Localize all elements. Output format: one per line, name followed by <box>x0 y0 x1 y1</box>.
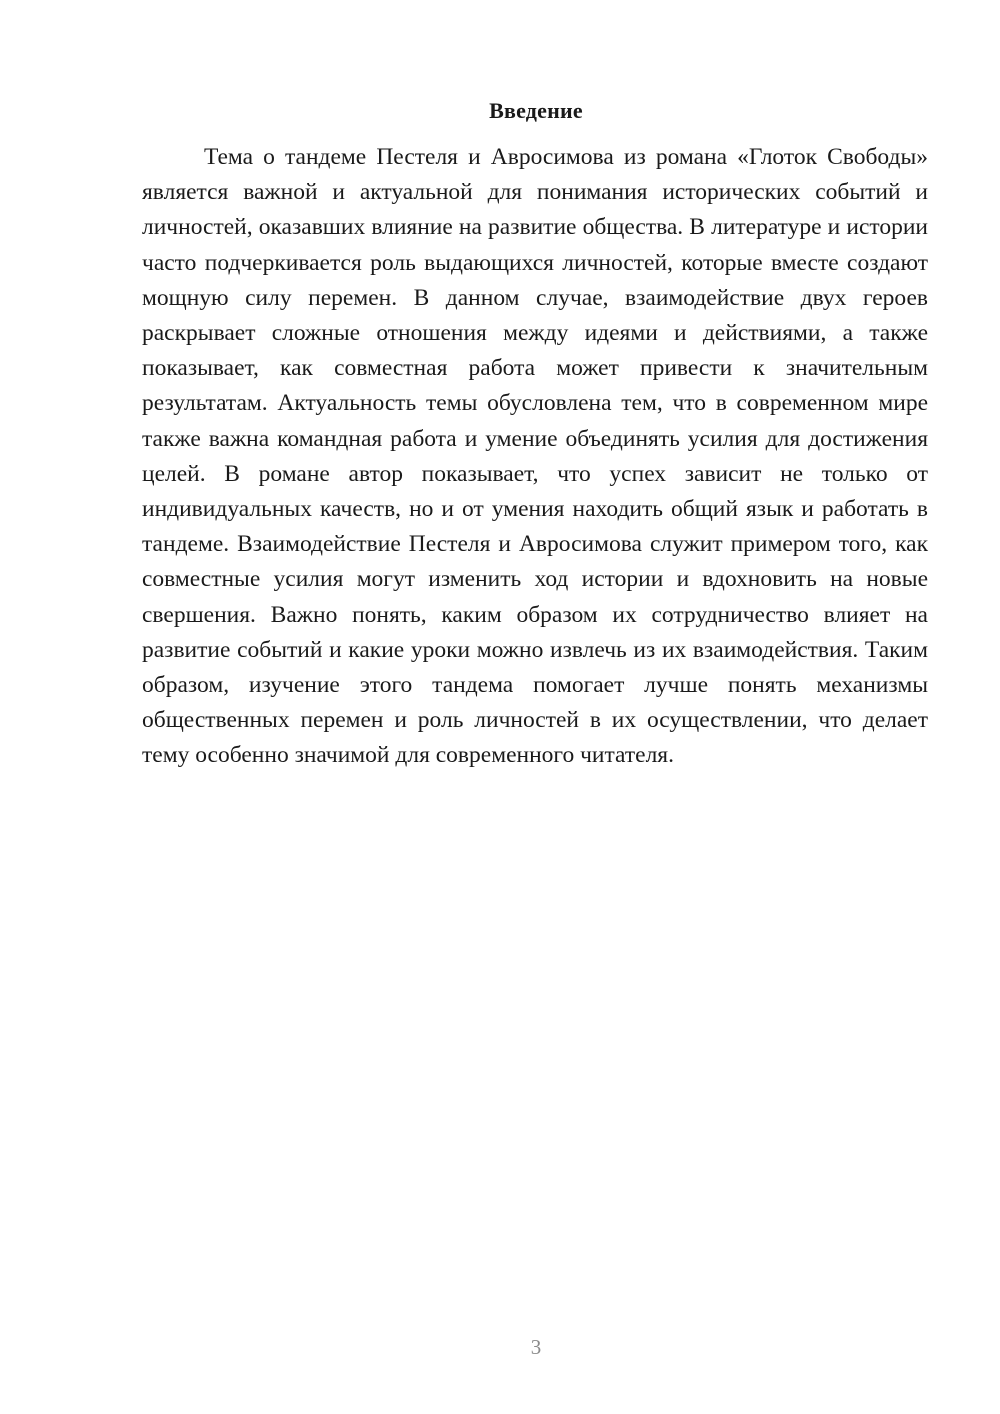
page-number: 3 <box>530 1335 542 1359</box>
section-heading: Введение <box>489 98 583 123</box>
body-paragraph: Тема о тандеме Пестеля и Авросимова из романа «Глоток Свободы» является важной и актуальной для понимания исторических событий и личностей, оказавших влияние на развитие общества. В литературе и истории часто подчеркивается роль выдающихся личностей, которые вместе создают мощную силу перемен. В данном случае, взаимодействие двух героев раскрывает сложные отношения между идеями и действиями, а также показывает, как совместная работа может привести к значительным результатам. Актуальность темы обусловлена тем, что в современном мире также важна командная работа и умение объединять усилия для достижения целей. В романе автор показывает, что успех зависит не только от индивидуальных качеств, но и от умения находить общий язык и работать в тандеме. Взаимодействие Пестеля и Авросимова служит примером того, как совместные усилия могут изменить ход истории и вдохновить на новые свершения. Важно понять, каким образом их сотрудничество влияет на развитие событий и какие уроки можно извлечь из их взаимодействия. Таким образом, изучение этого тандема помогает лучше понять механизмы общественных перемен и роль личностей в их осуществлении, что делает тему особенно значимой для современного читателя. <box>142 144 928 769</box>
